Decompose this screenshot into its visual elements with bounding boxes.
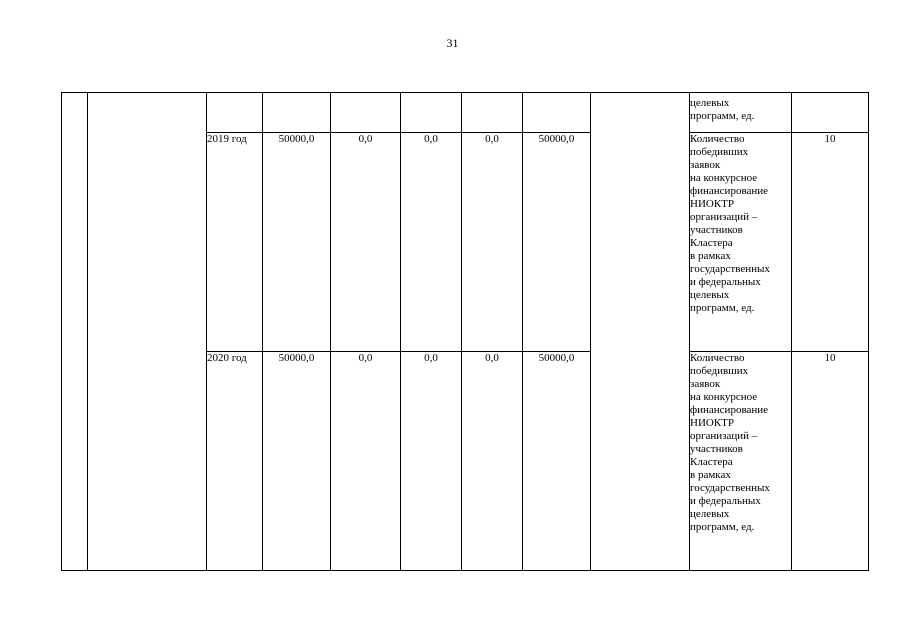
executor-cell [591, 93, 690, 571]
page-number: 31 [446, 36, 459, 50]
amount-cell [401, 93, 462, 133]
indicator-line: целевых [690, 97, 730, 109]
indicator-value-cell: 10 [792, 133, 869, 352]
indicator-line: программ, ед. [690, 521, 755, 533]
indicator-line: программ, ед. [690, 302, 755, 314]
indicator-line: НИОКТР [690, 417, 735, 429]
indicator-line: участников [690, 443, 743, 455]
indicator-line: заявок [690, 378, 721, 390]
amount-cell: 0,0 [331, 352, 401, 571]
indicator-line: на конкурсное [690, 172, 758, 184]
indicator-value-cell [792, 93, 869, 133]
indicator-cell [690, 133, 792, 352]
indicator-line: и федеральных [690, 276, 761, 288]
indicator-line: победивших [690, 146, 749, 158]
amount-cell [462, 93, 523, 133]
amount-cell: 0,0 [401, 352, 462, 571]
amount-cell: 0,0 [462, 133, 523, 352]
year-cell [207, 93, 263, 133]
year-cell: 2019 год [207, 133, 263, 352]
year-cell: 2020 год [207, 352, 263, 571]
program-table [61, 92, 869, 571]
indicator-line: НИОКТР [690, 198, 735, 210]
number-cell [62, 93, 88, 571]
indicator-cell [690, 93, 792, 133]
indicator-line: участников [690, 224, 743, 236]
indicator-line: победивших [690, 365, 749, 377]
indicator-value-cell: 10 [792, 352, 869, 571]
indicator-line: в рамках [690, 469, 731, 481]
indicator-line: целевых [690, 289, 730, 301]
indicator-line: организаций – [690, 211, 758, 223]
amount-total-cell: 50000,0 [523, 133, 591, 352]
table-row [62, 93, 869, 133]
amount-total-cell [523, 93, 591, 133]
indicator-line: целевых [690, 508, 730, 520]
amount-cell: 50000,0 [263, 352, 331, 571]
amount-cell: 50000,0 [263, 133, 331, 352]
indicator-line: государственных [690, 482, 770, 494]
indicator-line: заявок [690, 159, 721, 171]
indicator-line: программ, ед. [690, 110, 755, 122]
amount-total-cell: 50000,0 [523, 352, 591, 571]
amount-cell: 0,0 [462, 352, 523, 571]
amount-cell: 0,0 [331, 133, 401, 352]
measure-name-cell [88, 93, 207, 571]
indicator-line: финансирование [690, 404, 769, 416]
indicator-line: Кластера [690, 237, 733, 249]
indicator-line: финансирование [690, 185, 769, 197]
indicator-line: и федеральных [690, 495, 761, 507]
amount-cell [263, 93, 331, 133]
indicator-line: государственных [690, 263, 770, 275]
indicator-line: Кластера [690, 456, 733, 468]
indicator-cell [690, 352, 792, 571]
indicator-line: организаций – [690, 430, 758, 442]
indicator-line: Количество [690, 352, 745, 364]
indicator-line: Количество [690, 133, 745, 145]
indicator-line: на конкурсное [690, 391, 758, 403]
indicator-line: в рамках [690, 250, 731, 262]
amount-cell [331, 93, 401, 133]
amount-cell: 0,0 [401, 133, 462, 352]
